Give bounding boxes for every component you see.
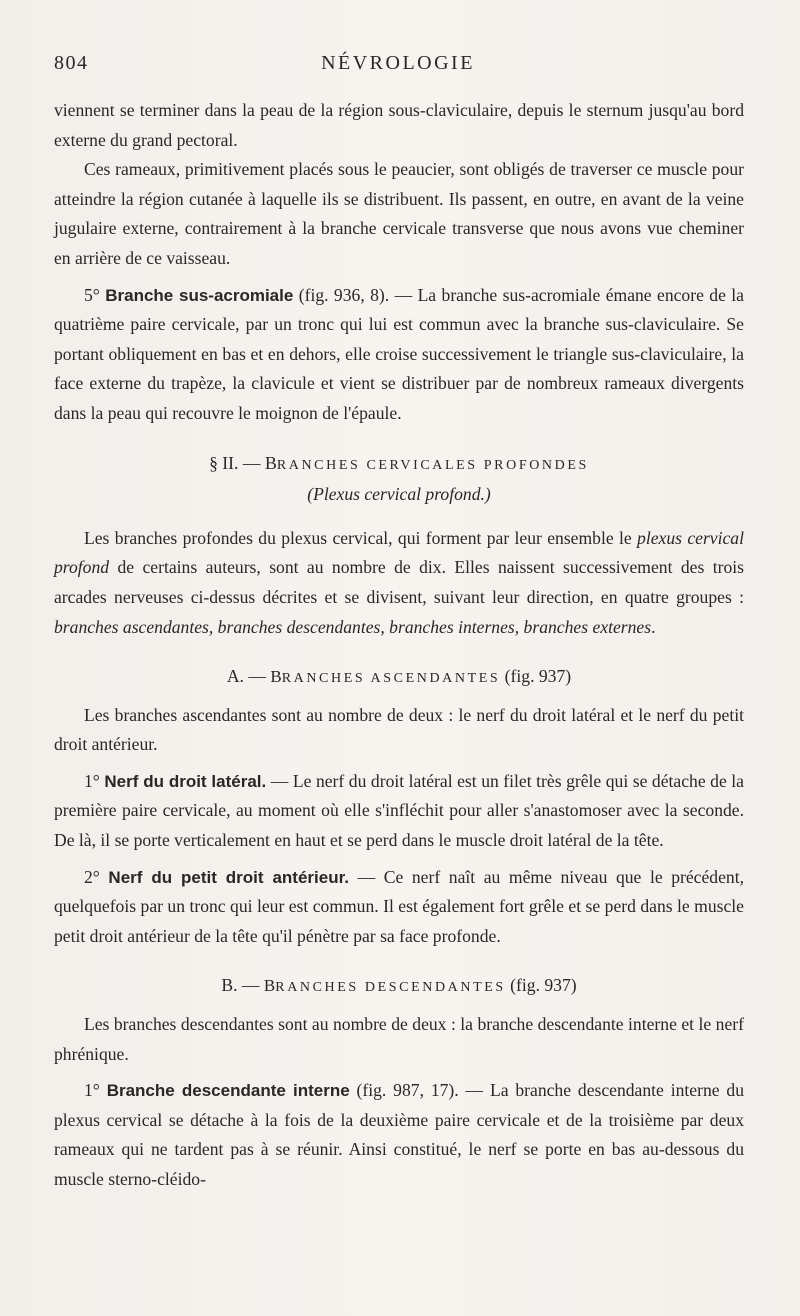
paragraph-text: (fig. 987, 17). — La branche descendante interne du plexus cervical se détache à la fois de la deuxième paire cervicale et de la troisième par deux rameaux qui ne tardent pas à se réunir. Ainsi constitué, le nerf se porte en bas au-dessous du muscle sterno-cléido- bbox=[54, 1080, 744, 1189]
term-heading: Branche sus-acromiale bbox=[105, 285, 294, 305]
term-heading: Nerf du petit droit antérieur. bbox=[108, 867, 349, 887]
term-heading: Branche descendante interne bbox=[106, 1081, 350, 1101]
item-number: 1° bbox=[84, 1080, 107, 1101]
text-body bbox=[54, 96, 744, 1195]
paragraph-text: (fig. 936, 8). — La branche sus-acromiale émane encore de la quatrième paire cervicale, par un tronc qui lui est commun avec la branche sus-claviculaire. Se portant obliquement en bas et en dehors, elle croise successivement le triangle sus-claviculaire, la face externe du trapèze, la clavicule et vient se distribuer par de nombreux rameaux divergents dans la peau qui recouvre le moignon de l'épaule. bbox=[54, 284, 744, 423]
item-number: 1° bbox=[84, 770, 105, 791]
paragraph-text: . bbox=[651, 616, 656, 637]
subsection-title: RANCHES ASCENDANTES bbox=[281, 671, 501, 687]
figure-ref: (fig. 937) bbox=[500, 666, 572, 687]
subsection-initial: B bbox=[270, 667, 282, 687]
figure-ref: (fig. 937) bbox=[505, 975, 577, 996]
paragraph-descendantes: Les branches descendantes sont au nombre de deux : la branche descendante interne et le nerf phrénique. bbox=[54, 1014, 744, 1064]
subsection-prefix: A. — bbox=[226, 666, 271, 687]
paragraph-1: viennent se terminer dans la peau de la région sous-claviculaire, depuis le sternum jusqu'au bord externe du grand pectoral. bbox=[54, 100, 744, 150]
paragraph-nerf-petit-droit bbox=[54, 863, 744, 952]
item-number: 5° bbox=[84, 284, 106, 305]
paragraph-nerf-droit-lateral bbox=[54, 767, 744, 856]
running-title: NÉVROLOGIE bbox=[321, 52, 475, 74]
section-prefix: § II. — bbox=[209, 452, 265, 473]
section-heading bbox=[54, 449, 744, 481]
page-header bbox=[54, 52, 742, 82]
subsection-prefix: B. — bbox=[221, 975, 264, 996]
paragraph-text: — Le nerf du droit latéral est un filet très grêle qui se détache de la première paire cervicale, au moment où elle s'infléchit pour aller s'anastomoser avec la seconde. De là, il se porte verticalement en haut et se perd dans le muscle droit latéral de la tête. bbox=[54, 770, 744, 851]
term-heading: Nerf du droit latéral. bbox=[104, 771, 267, 791]
paragraph-plexus-profond bbox=[54, 524, 744, 642]
paragraph-branche-descendante-interne bbox=[54, 1076, 744, 1194]
paragraph-branche-sus-acromiale bbox=[54, 281, 744, 429]
paragraph-text: — Ce nerf naît au même niveau que le précédent, quelquefois par un tronc qui leur est commun. Il est également fort grêle et se perd dans le muscle petit droit antérieur de la tête qu'il pénètre par sa face profonde. bbox=[54, 866, 744, 946]
section-title: RANCHES CERVICALES PROFONDES bbox=[276, 457, 589, 473]
paragraph-ascendantes: Les branches ascendantes sont au nombre de deux : le nerf du droit latéral et le nerf du petit droit antérieur. bbox=[54, 704, 744, 755]
item-number: 2° bbox=[84, 866, 109, 887]
section-title-initial: B bbox=[264, 452, 277, 473]
subsection-title: RANCHES DESCENDANTES bbox=[275, 980, 506, 996]
italic-list: branches ascendantes, branches descendantes, branches internes, branches externes bbox=[54, 616, 652, 637]
subsection-heading-a bbox=[54, 662, 744, 694]
paragraph-2: Ces rameaux, primitivement placés sous le peaucier, sont obligés de traverser ce muscle pour atteindre la région cutanée à laquelle ils se distribuent. Ils passent, en outre, en avant de la veine jugulaire externe, contrairement à la branche cervicale transverse que nous avons vue cheminer en arrière de ce vaisseau. bbox=[54, 159, 744, 268]
section-subtitle: (Plexus cervical profond.) bbox=[307, 484, 491, 505]
subsection-initial: B bbox=[263, 976, 276, 996]
page-number: 804 bbox=[54, 52, 89, 74]
paragraph-text: de certains auteurs, sont au nombre de dix. Elles naissent successivement des trois arcades nerveuses ci-dessus décrites et se divisent, suivant leur direction, en quatre groupes : bbox=[54, 557, 744, 607]
italic-term: plexus cervical profond bbox=[54, 527, 744, 578]
paragraph-text: Les branches profondes du plexus cervical, qui forment par leur ensemble le bbox=[84, 527, 638, 548]
subsection-heading-b bbox=[54, 971, 744, 1003]
